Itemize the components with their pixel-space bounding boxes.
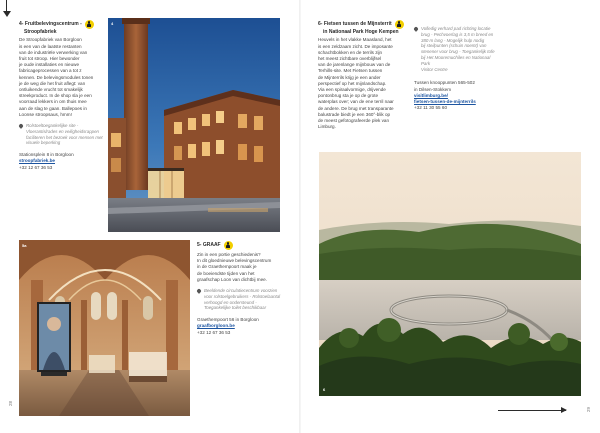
location-pin-icon bbox=[197, 289, 201, 294]
section-4-phone: +32 12 67 36 53 bbox=[19, 164, 53, 170]
section-5-contact bbox=[197, 317, 287, 336]
section-5-title: 5- GRAAF bbox=[197, 242, 221, 249]
section-6-address-2: in Dilsen-Stokkem bbox=[414, 86, 452, 92]
section-4-body: De Stroopfabriek van Borgloon is een van de laatste restanten van de industriële verwerking van fruit tot stroop. Hier bewonder je oude installaties en nieuwe fabricageprocessen van a tot z kennen. De belevingsmodules tonen je de weg die het fruit aflegt: van ontluikende vrucht tot smakelijk streekproduct. In de shop sla je een voorraad lekkers in om thuis mee aan de slag te gaan. Ballepoes in Loonse stroopsaus, hmm! bbox=[19, 37, 94, 117]
section-6-heading bbox=[318, 20, 408, 29]
section-4-address: Stationsplein 8 in Borgloon bbox=[19, 152, 74, 158]
section-6-address-1: Tussen knooppunten 565-502 bbox=[414, 80, 475, 86]
section-4-heading bbox=[19, 20, 103, 29]
accessibility-badge-icon bbox=[395, 20, 404, 29]
page-number-left: 28 bbox=[8, 400, 13, 406]
mijnterrils-landscape-photo bbox=[319, 152, 581, 396]
right-arrow-icon bbox=[498, 410, 566, 411]
down-arrow-icon bbox=[0, 0, 14, 16]
section-6-subtitle: in Nationaal Park Hoge Kempen bbox=[323, 29, 399, 35]
section-6-phone: +32 11 30 55 60 bbox=[414, 105, 447, 111]
section-5-address: Graethempoort 56 in Borgloon bbox=[197, 317, 259, 323]
section-4-text bbox=[19, 20, 103, 171]
section-5-accessibility-info: Beeldende circulatiecentrum voorzien voor rolstoelgebruikers - Rolstoelaantal verhoogd en ondersteund - Toegankelijke toilet beschikbaar bbox=[197, 288, 287, 311]
section-4-contact bbox=[19, 152, 103, 171]
graaf-interior-photo bbox=[19, 240, 190, 416]
section-4-subtitle: Stroopfabriek bbox=[24, 29, 57, 35]
accessibility-badge-icon bbox=[224, 241, 233, 250]
accessibility-badge-icon bbox=[85, 20, 94, 29]
section-6-accessibility-info: Volledig verhard pad richting locatie brug - Pechvoerlag is 3,5 m breed en 380 m lang - Mogelijk hulp nodig bij steilpunten (schuin noemt) van stenener voor brug - Toegankelijk tofe bij Het Mooremuchiles en Nationaal Park Visitor Centre bbox=[414, 26, 500, 72]
page-gutter bbox=[299, 0, 301, 433]
section-6-side-info bbox=[414, 26, 500, 111]
section-6-body: Heuvels in het vlakke Maasland, het is een zeldzaam zicht. De imposante schachtbokken en de terrils zijn het meest zichtbare overblijfsel van de jarenlange mijnbouw van de Terhills-site. Met Fietsen tussen de Mijnterrils krijg je een ander perspectief op het mijnlandschap. Via een spiraalvormige, drijvende pontonbrug sta je op de grote waterplas over; van de ene terril naar de andere. De brug met transparante balustrade biedt je een 360°-blik op de meest gefotografeerde plek van Limburg. bbox=[318, 37, 394, 130]
photo-number-label: 4 bbox=[111, 21, 114, 26]
section-6-website-link-2[interactable]: fietsen-tussen-de-mijnterrils bbox=[414, 98, 476, 104]
section-4-website-link[interactable]: stroopfabriek.be bbox=[19, 158, 55, 164]
section-6-contact bbox=[414, 80, 500, 111]
location-pin-icon bbox=[19, 124, 23, 129]
section-6-text bbox=[318, 20, 408, 130]
section-5-text bbox=[197, 241, 287, 336]
section-4-title: 4- Fruitbelevingscentrum - bbox=[19, 21, 82, 28]
photo-number-label: 5a bbox=[22, 243, 27, 248]
section-6-title: 6- Fietsen tussen de Mijnsterrit bbox=[318, 21, 392, 28]
page-number-right: 29 bbox=[586, 406, 591, 412]
location-pin-icon bbox=[414, 27, 418, 32]
section-4-accessibility-info: Rolstoeltoegankelijke site - Vloerantislrades en veiligheidsrappen faciliteren het bezoek voor mensen met visuele beperking bbox=[19, 123, 103, 146]
stroopfabriek-photo bbox=[108, 18, 280, 232]
section-5-website-link[interactable]: graafborgloon.be bbox=[197, 323, 235, 329]
section-5-phone: +32 12 67 36 53 bbox=[197, 329, 231, 335]
section-6-website-link-1[interactable]: visitlimburg.be/ bbox=[414, 92, 448, 98]
section-5-body: Zin in een portie geschiedenis? In dit gloednieuwe belevingscentrum in de Graethempoort maak je de boeiendste tijden van het graafschap Loon van dichtbij mee. bbox=[197, 252, 272, 282]
photo-number-label: 6 bbox=[323, 387, 326, 392]
section-5-heading bbox=[197, 241, 287, 250]
